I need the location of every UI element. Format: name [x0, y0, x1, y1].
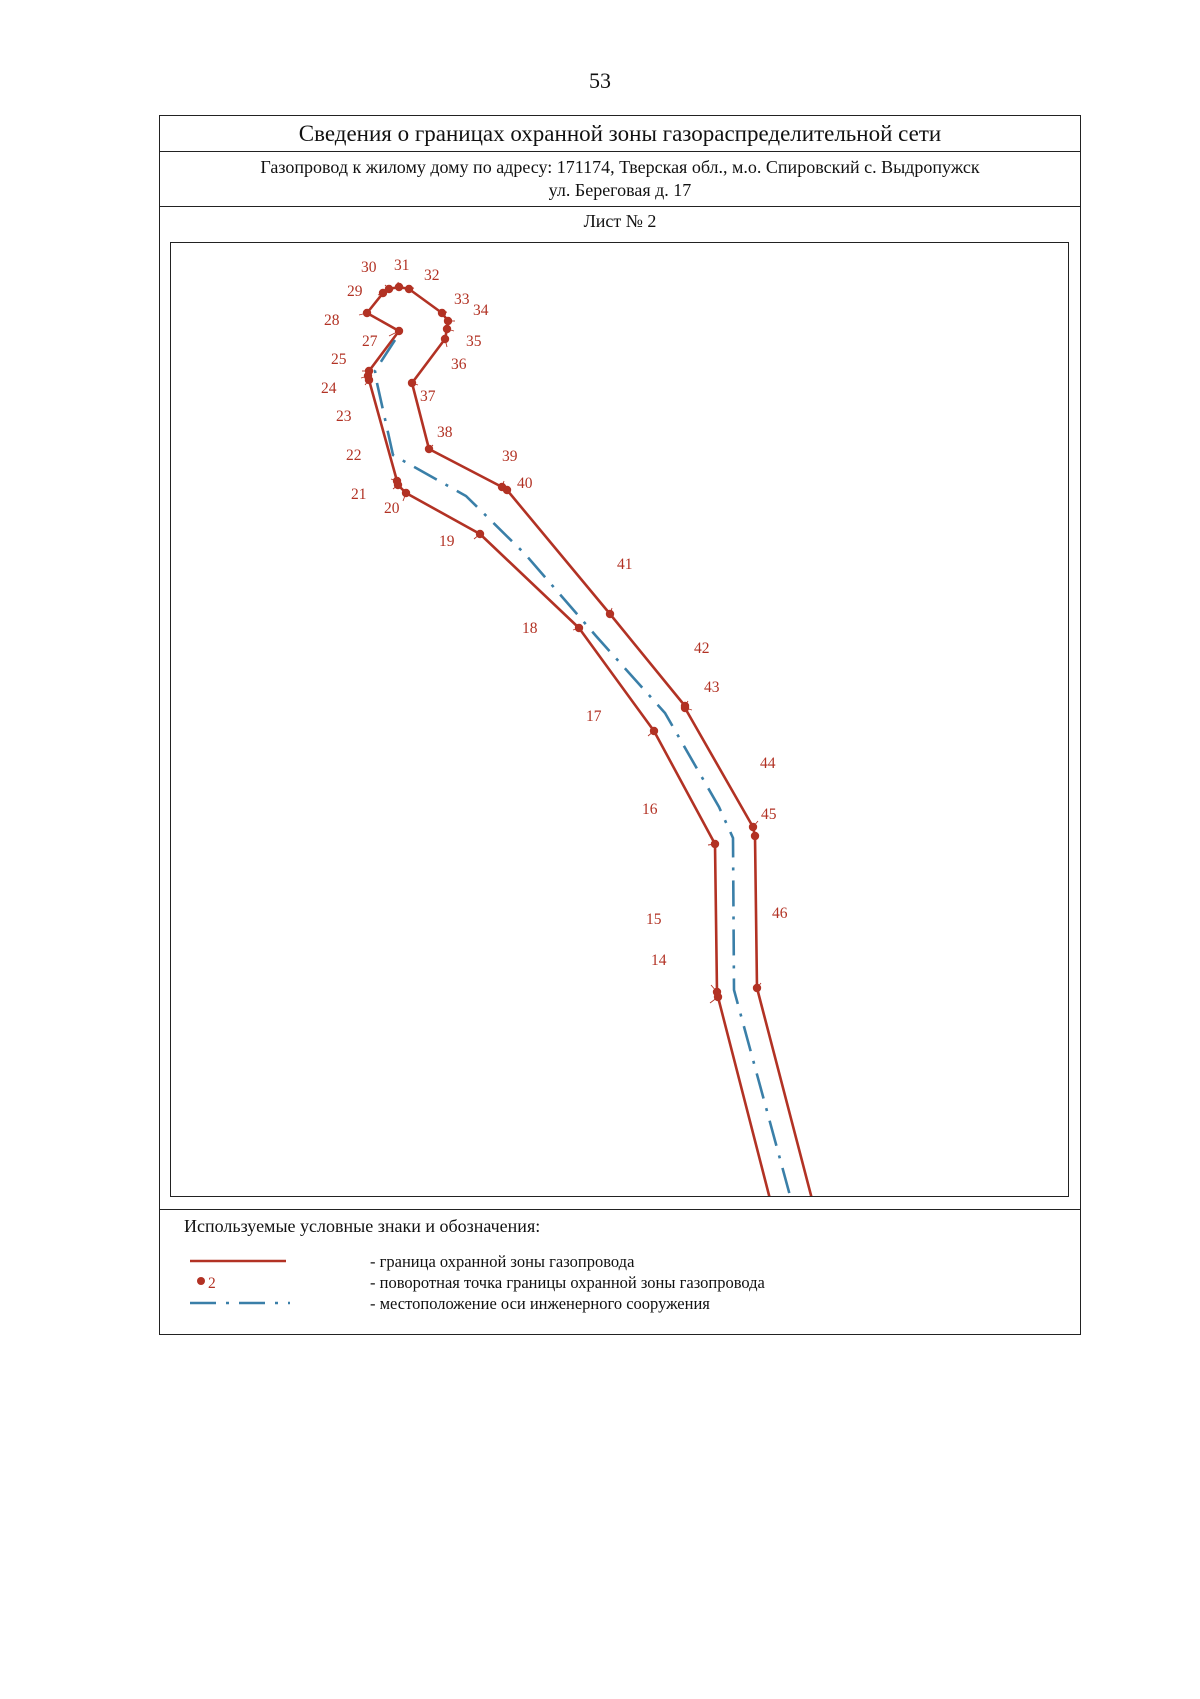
turning-point-40 [503, 486, 511, 494]
legend-text-axis: - местоположение оси инженерного сооружения [370, 1294, 710, 1313]
turning-point-25 [365, 367, 373, 375]
point-label-28: 28 [324, 312, 340, 329]
turning-point-16 [711, 840, 719, 848]
point-label-15: 15 [646, 911, 662, 928]
point-label-30: 30 [361, 259, 377, 276]
protection-zone-boundary [367, 287, 813, 1197]
turning-points-layer [321, 257, 788, 1003]
point-label-21: 21 [351, 486, 367, 503]
turning-point-28 [363, 309, 371, 317]
point-label-42: 42 [694, 640, 710, 657]
document-title: Сведения о границах охранной зоны газораспределительной сети [160, 116, 1080, 152]
point-label-38: 38 [437, 424, 453, 441]
turning-point-33 [438, 309, 446, 317]
address-block [160, 152, 1080, 207]
legend-item-point [190, 1273, 1050, 1293]
turning-point-22 [393, 477, 401, 485]
legend [160, 1209, 1080, 1334]
point-label-27: 27 [362, 333, 378, 350]
point-label-23: 23 [336, 408, 352, 425]
turning-point-30 [385, 285, 393, 293]
legend-item-axis [190, 1294, 1050, 1314]
turning-point-20 [402, 489, 410, 497]
point-label-20: 20 [384, 500, 400, 517]
point-label-34: 34 [473, 302, 489, 319]
point-label-16: 16 [642, 801, 658, 818]
point-label-40: 40 [517, 475, 533, 492]
point-label-31: 31 [394, 257, 410, 274]
turning-point-43 [681, 704, 689, 712]
point-label-17: 17 [586, 708, 602, 725]
turning-point-46 [753, 984, 761, 992]
point-label-25: 25 [331, 351, 347, 368]
map-canvas [171, 243, 1069, 1197]
point-label-37: 37 [420, 388, 436, 405]
turning-point-35 [443, 325, 451, 333]
turning-point-38 [425, 445, 433, 453]
page-number: 53 [589, 68, 611, 93]
legend-title: Используемые условные знаки и обозначения: [184, 1216, 541, 1236]
pipeline-axis [375, 340, 792, 1197]
point-label-19: 19 [439, 533, 455, 550]
turning-point-icon [190, 1273, 300, 1293]
point-label-22: 22 [346, 447, 362, 464]
point-label-14: 14 [651, 952, 667, 969]
turning-point-15 [713, 988, 721, 996]
turning-point-41 [606, 610, 614, 618]
point-label-35: 35 [466, 333, 482, 350]
turning-point-45 [751, 832, 759, 840]
legend-point-label: 2 [208, 1275, 216, 1292]
sheet-number: Лист № 2 [583, 210, 657, 231]
axis-line-icon [190, 1294, 300, 1314]
turning-point-18 [575, 624, 583, 632]
map-area [170, 242, 1069, 1197]
legend-text-boundary: - граница охранной зоны газопровода [370, 1252, 635, 1271]
document-frame [159, 115, 1081, 1335]
point-label-41: 41 [617, 556, 633, 573]
address-line-2: ул. Береговая д. 17 [548, 180, 692, 200]
point-label-39: 39 [502, 448, 518, 465]
point-label-36: 36 [451, 356, 467, 373]
turning-point-17 [650, 727, 658, 735]
point-label-45: 45 [761, 806, 777, 823]
point-label-43: 43 [704, 679, 720, 696]
point-label-32: 32 [424, 267, 440, 284]
legend-text-point: - поворотная точка границы охранной зоны газопровода [370, 1273, 765, 1292]
turning-point-34 [444, 317, 452, 325]
point-label-44: 44 [760, 755, 776, 772]
legend-item-boundary [190, 1252, 1050, 1272]
point-label-33: 33 [454, 291, 470, 308]
turning-point-32 [405, 285, 413, 293]
address-line-1: Газопровод к жилому дому по адресу: 171174, Тверская обл., м.о. Спировский с. Выдропужск [260, 157, 980, 177]
point-label-29: 29 [347, 283, 363, 300]
turning-point-19 [476, 530, 484, 538]
turning-point-27 [395, 327, 403, 335]
point-label-18: 18 [522, 620, 538, 637]
turning-point-31 [395, 283, 403, 291]
turning-point-37 [408, 379, 416, 387]
boundary-line-icon [190, 1252, 300, 1272]
turning-point-36 [441, 335, 449, 343]
turning-point-44 [749, 823, 757, 831]
point-label-46: 46 [772, 905, 788, 922]
point-label-24: 24 [321, 380, 337, 397]
